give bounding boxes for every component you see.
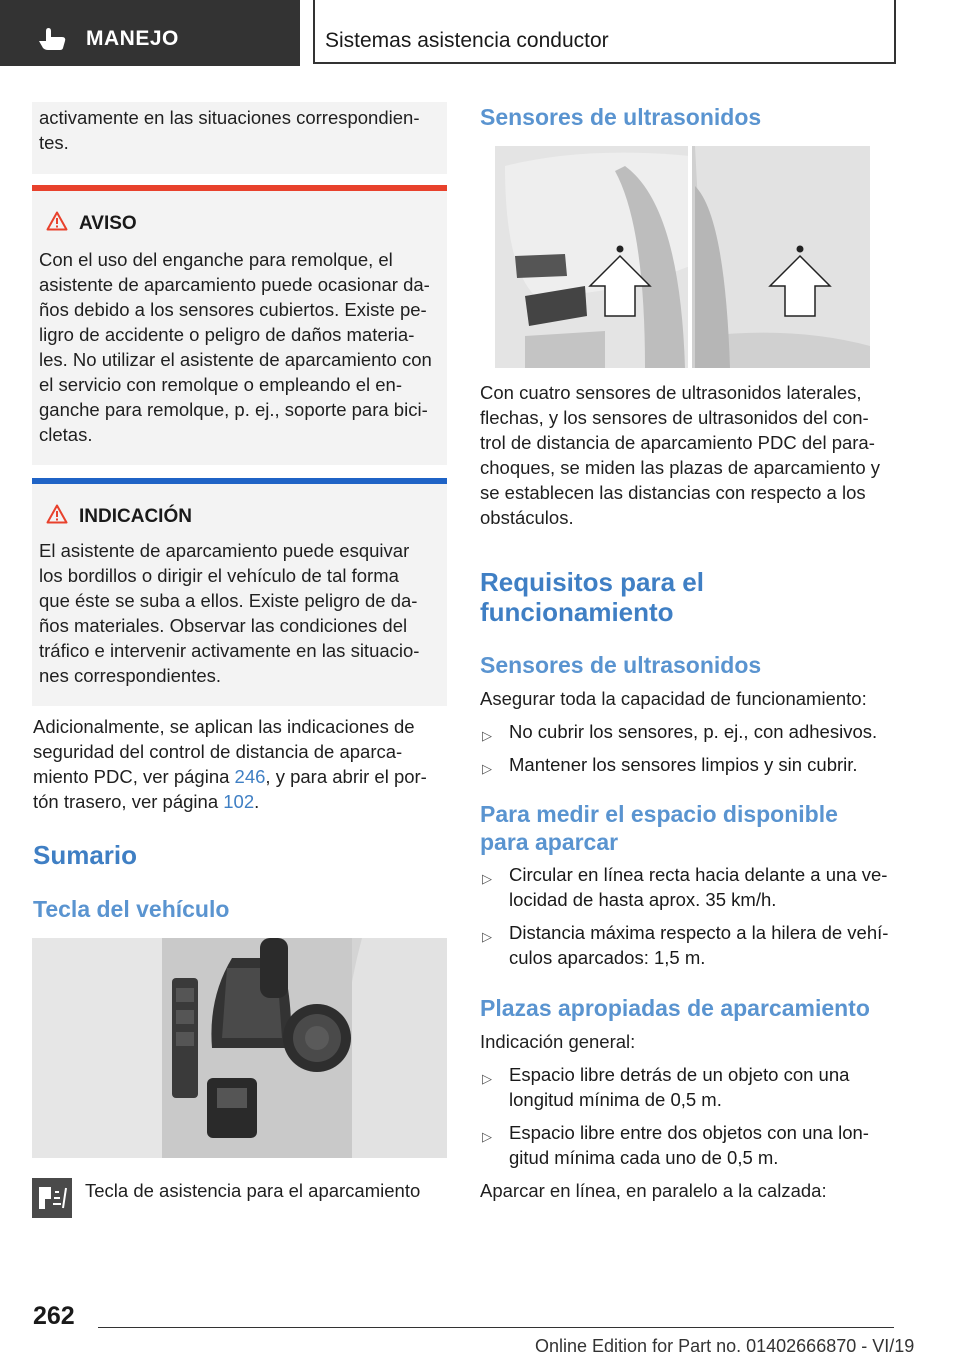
footer-rule	[98, 1327, 894, 1328]
page-number: 262	[33, 1302, 75, 1330]
steering-hand-icon	[36, 25, 68, 51]
note-box	[32, 484, 447, 706]
warning-box	[32, 191, 447, 465]
heading-plazas: Plazas apropiadas de aparcamiento	[480, 995, 870, 1021]
sensors-photo	[495, 146, 870, 368]
heading-sensores-2: Sensores de ultrasonidos	[480, 652, 762, 678]
edition-text: Online Edition for Part no. 01402666870 - VI/19	[535, 1336, 915, 1356]
sensors-paragraph: Con cuatro sensores de ultrasonidos laterales, flechas, y los sensores de ultrasonidos del con- trol de distancia de aparcamiento PDC del para- choques, se miden las plazas de aparcamiento y se establecen las distancias con respecto a los obstáculos.	[480, 382, 881, 528]
page-link-246[interactable]: 246	[234, 766, 266, 787]
continued-line: activamente en las situaciones correspondien-	[39, 107, 420, 128]
list-item: ▷ No cubrir los sensores, p. ej., con adhesivos.	[482, 721, 878, 743]
heading-tecla: Tecla del vehículo	[33, 896, 230, 922]
heading-sumario: Sumario	[33, 840, 138, 870]
warning-title: AVISO	[79, 213, 137, 234]
note-line: los bordillos o dirigir el vehículo de tal forma	[39, 565, 399, 586]
list-item: ▷ Circular en línea recta hacia delante a una ve- locidad de hasta aprox. 35 km/h.	[482, 864, 888, 910]
bullet-list-2	[480, 862, 900, 970]
warning-line: ligro de accidente o peligro de daños materia-	[39, 324, 415, 345]
note-line: ños materiales. Observar las condiciones del	[39, 615, 408, 636]
note-line: que éste se suba a ellos. Existe peligro de da-	[39, 590, 418, 611]
warning-line: ganche para remolque, p. ej., soporte para bici-	[39, 399, 428, 420]
console-illustration	[32, 938, 447, 1158]
header-section: Sistemas asistencia conductor	[325, 29, 609, 52]
note-triangle-icon	[46, 504, 68, 524]
list-item: ▷ Espacio libre entre dos objetos con una lon- gitud mínima cada uno de 0,5 m.	[482, 1122, 869, 1168]
warning-line: ños debido a los sensores cubiertos. Existe pe-	[39, 299, 427, 320]
note-line: tráfico e intervenir activamente en las situacio-	[39, 640, 420, 661]
heading-requisitos: Requisitos para el funcionamiento	[480, 567, 704, 627]
list-item: ▷ Mantener los sensores limpios y sin cubrir.	[482, 754, 858, 776]
indicacion-general-text: Indicación general:	[480, 1031, 636, 1052]
warning-line: asistente de aparcamiento puede ocasionar da-	[39, 274, 430, 295]
sensors-illustration	[495, 146, 870, 368]
list-item: ▷ Distancia máxima respecto a la hilera de vehí- culos aparcados: 1,5 m.	[482, 922, 889, 968]
warning-triangle-icon	[46, 211, 68, 231]
safety-paragraph: Adicionalmente, se aplican las indicaciones de seguridad del control de distancia de aparca- miento PDC, ver página 246, y para abrir el por- tón trasero, ver página 102.	[33, 716, 427, 812]
heading-medir: Para medir el espacio disponible para aparcar	[480, 801, 838, 855]
page-link-102[interactable]: 102	[223, 791, 255, 812]
continued-box	[32, 102, 447, 174]
note-line: nes correspondientes.	[39, 665, 222, 686]
continued-line: tes.	[39, 132, 69, 153]
note-title: INDICACIÓN	[79, 506, 192, 527]
aparcar-text: Aparcar en línea, en paralelo a la calzada:	[480, 1180, 827, 1201]
heading-sensores: Sensores de ultrasonidos	[480, 104, 762, 130]
note-line: El asistente de aparcamiento puede esquivar	[39, 540, 410, 561]
bullet-list-1	[480, 719, 900, 777]
console-photo	[32, 938, 447, 1158]
header-chapter: MANEJO	[86, 27, 179, 50]
warning-line: cletas.	[39, 424, 93, 445]
parking-assist-button-icon	[32, 1178, 72, 1218]
list-item: ▷ Espacio libre detrás de un objeto con una longitud mínima de 0,5 m.	[482, 1064, 850, 1110]
warning-line: Con el uso del enganche para remolque, el	[39, 249, 393, 270]
asegurar-text: Asegurar toda la capacidad de funcionamiento:	[480, 688, 867, 709]
console-caption: Tecla de asistencia para el aparcamiento	[85, 1180, 421, 1201]
bullet-list-3	[480, 1062, 900, 1170]
warning-line: les. No utilizar el asistente de aparcamiento con	[39, 349, 432, 370]
warning-line: el servicio con remolque o empleando el en-	[39, 374, 403, 395]
